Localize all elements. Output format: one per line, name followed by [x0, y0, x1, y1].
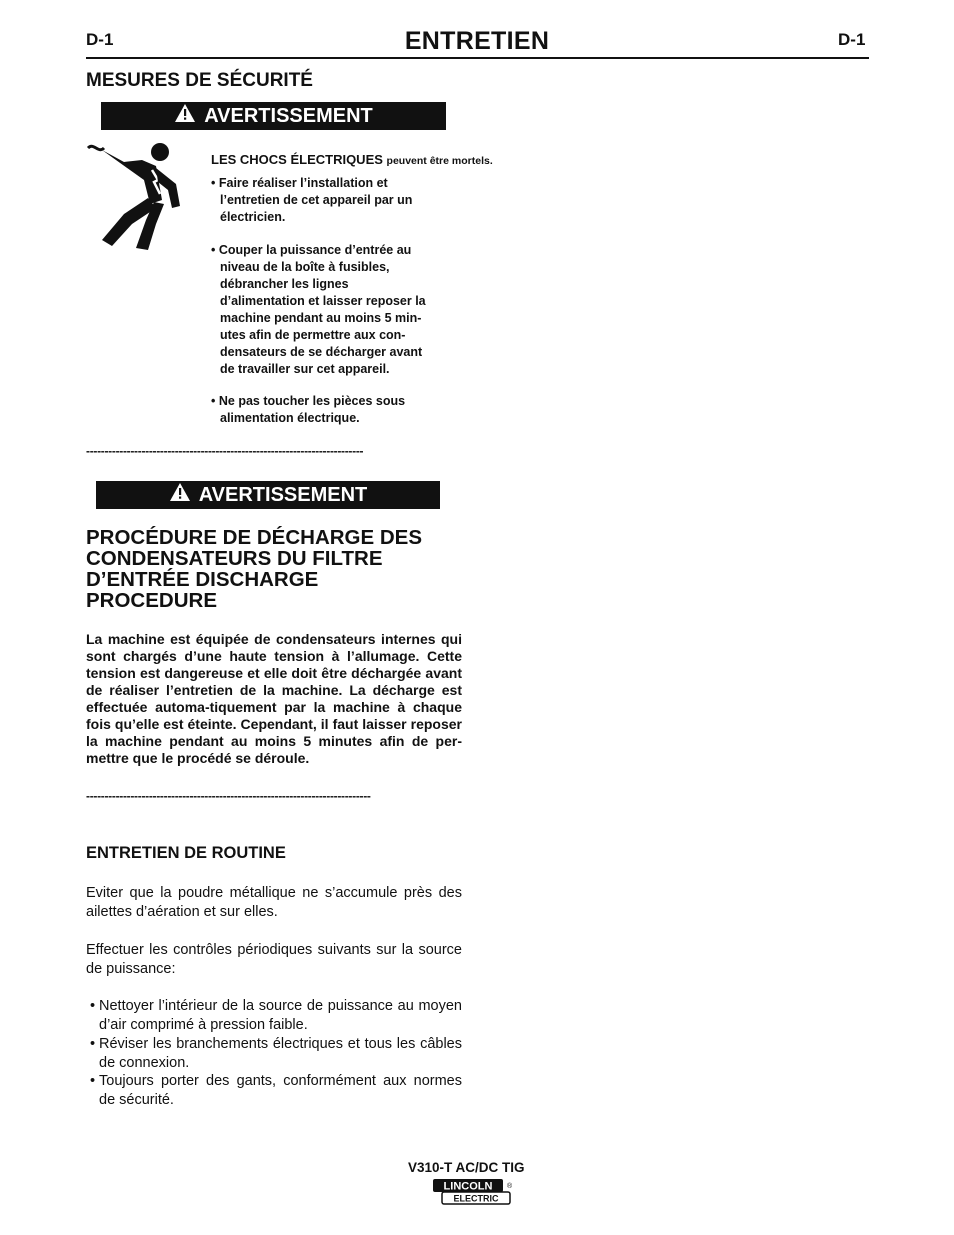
heading-line: CONDENSATEURS DU FILTRE: [86, 547, 383, 570]
bullet-line: l’entretien de cet appareil par un: [220, 193, 413, 207]
warning-label: AVERTISSEMENT: [204, 104, 373, 127]
page-code-left: D-1: [86, 30, 114, 49]
list-item-text: Réviser les branchements électriques et tous les câbles de connexion.: [99, 1036, 462, 1071]
list-item-text: Toujours porter des gants, conformément aux normes de sécurité.: [99, 1073, 462, 1108]
bullet-glyph: •: [211, 243, 216, 257]
lincoln-electric-logo: [432, 1178, 512, 1206]
shock-bullet-2: [211, 242, 471, 378]
heading-line: PROCEDURE: [86, 589, 217, 612]
svg-text:LINCOLN: LINCOLN: [443, 1180, 493, 1193]
heading-line: PROCÉDURE DE DÉCHARGE DES: [86, 526, 423, 549]
bullet-glyph: •: [211, 394, 216, 408]
bullet-line: de travailler sur cet appareil.: [220, 362, 390, 376]
bullet-line: d’alimentation et laisser reposer la: [220, 294, 426, 308]
routine-paragraph-1: Eviter que la poudre métallique ne s’accumule près des ailettes d’aération et sur elles.: [86, 885, 462, 920]
bullet-line: alimentation électrique.: [220, 411, 360, 425]
shock-lead-small: peuvent être mortels.: [386, 155, 493, 167]
routine-list-item: [86, 1072, 462, 1110]
bullet-line: débrancher les lignes: [220, 277, 349, 291]
page-title: ENTRETIEN: [404, 27, 550, 55]
model-label: V310-T AC/DC TIG: [408, 1160, 525, 1175]
bullet-line: Couper la puissance d’entrée au: [218, 243, 412, 257]
warning-triangle-icon: [174, 103, 196, 129]
routine-paragraph-2: Effectuer les contrôles périodiques suivants sur la source de puissance:: [86, 942, 462, 977]
svg-text:ELECTRIC: ELECTRIC: [453, 1193, 499, 1204]
bullet-line: Faire réaliser l’installation et: [218, 176, 388, 190]
list-item-text: Nettoyer l’intérieur de la source de puissance au moyen d’air comprimé à pression faible.: [99, 998, 462, 1033]
dashed-separator: ---------------------------------------------------------------------------: [86, 444, 364, 458]
bullet-line: densateurs de se décharger avant: [220, 345, 423, 359]
page-code-right: D-1: [838, 30, 866, 49]
shock-bullet-3: [211, 393, 471, 427]
shock-bullet-1: [211, 175, 471, 226]
bullet-glyph: •: [90, 1073, 96, 1089]
safety-heading: MESURES DE SÉCURITÉ: [86, 70, 313, 91]
electric-shock-figure-icon: [84, 140, 196, 252]
routine-heading: ENTRETIEN DE ROUTINE: [86, 844, 286, 862]
warning-triangle-icon: [169, 482, 191, 508]
bullet-line: utes afin de permettre aux con-: [220, 328, 406, 342]
dashed-separator: -----------------------------------------------------------------------------: [86, 789, 371, 803]
heading-line: D’ENTRÉE DISCHARGE: [86, 568, 319, 591]
discharge-heading: [86, 527, 466, 611]
warning-label: AVERTISSEMENT: [198, 483, 368, 506]
bullet-line: électricien.: [220, 210, 286, 224]
warning-banner: [96, 481, 440, 509]
header-divider: [86, 57, 869, 59]
discharge-paragraph: La machine est équipée de condensateurs internes qui sont chargés d’une haute tension à l’allumage. Cette tension est dangereuse et elle doit être déchargée avant de réaliser l’entretien de la machine. La décharge est effectuée automa-tiquement par la machine à chaque fois qu’elle est éteinte. Cependant, il faut laisser reposer la machine pendant au moins 5 minutes afin de per-mettre que le procédé se déroule.: [86, 631, 462, 766]
bullet-line: niveau de la boîte à fusibles,: [220, 260, 390, 274]
routine-list-item: [86, 997, 462, 1035]
bullet-line: Ne pas toucher les pièces sous: [218, 394, 406, 408]
shock-warning-lead: [211, 152, 493, 167]
bullet-glyph: •: [211, 176, 216, 190]
bullet-glyph: •: [90, 1036, 96, 1052]
bullet-line: machine pendant au moins 5 min-: [220, 311, 422, 325]
bullet-glyph: •: [90, 998, 96, 1014]
warning-banner: [101, 102, 446, 130]
shock-lead-main: LES CHOCS ÉLECTRIQUES: [211, 152, 383, 167]
svg-text:®: ®: [507, 1183, 512, 1190]
routine-list-item: [86, 1035, 462, 1073]
